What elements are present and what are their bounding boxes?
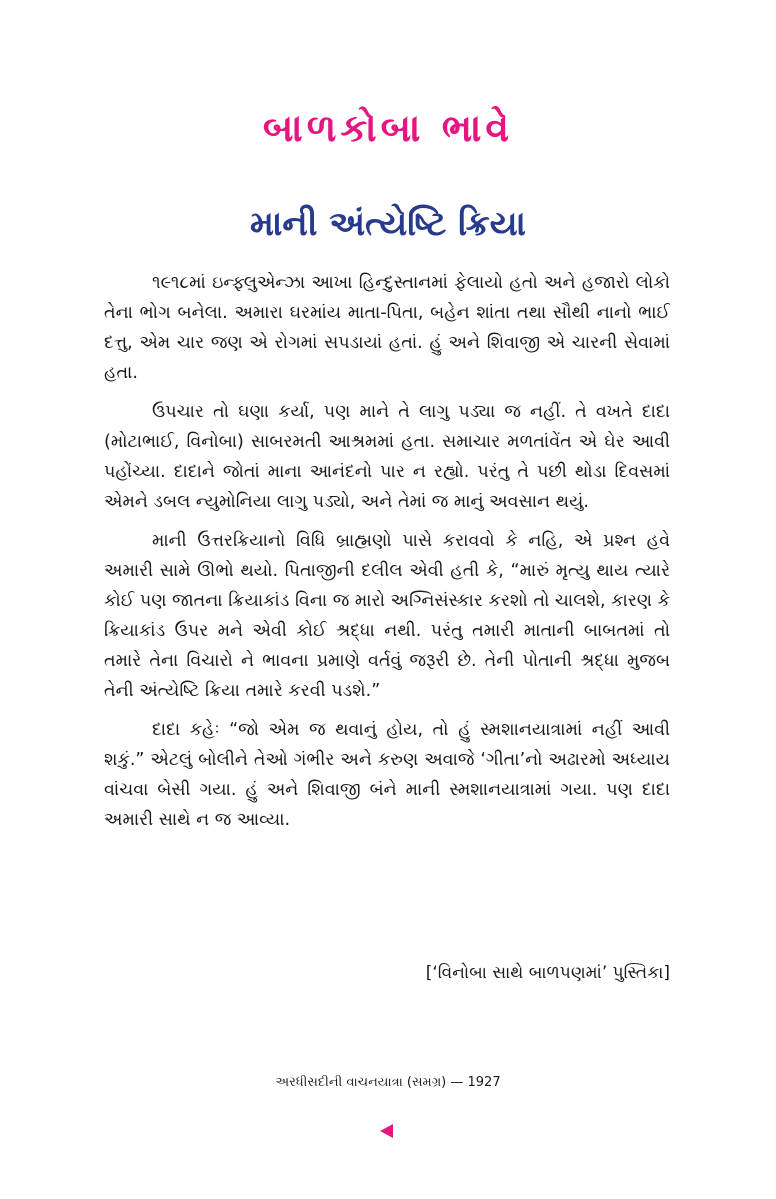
author-name: બાળકોબા ભાવે — [262, 106, 514, 150]
page-footer: અરધીસદીની વાચનયાત્રા (સમગ્ર) — 1927 — [275, 1075, 501, 1090]
previous-page-arrow-icon[interactable] — [380, 1124, 393, 1138]
paragraph: ૧૯૧૮માં ઇન્ફ્લુએન્ઝા આખા હિન્દુસ્તાનમાં ફેલાયો હતો અને હજારો લોકો તેના ભોગ બનેલા. અમારા ઘરમાંય માતા-પિતા, બહેન શાંતા તથા સૌથી નાનો ભાઈ દત્તુ, એમ ચાર જણ એ રોગમાં સપડાયાં હતાં. હું અને શિવાજી એ ચારની સેવામાં હતા. — [104, 273, 670, 383]
article-body — [104, 268, 670, 844]
source-citation: [‘વિનોબા સાથે બાળપણમાં’ પુસ્તિકા] — [425, 963, 670, 983]
chapter-title: માની અંત્યેષ્ટિ ક્રિયા — [250, 204, 526, 244]
paragraph: માની ઉત્તરક્રિયાનો વિધિ બ્રાહ્મણો પાસે કરાવવો કે નહિ, એ પ્રશ્ન હવે અમારી સામે ઊભો થયો. પિતાજીની દલીલ એવી હતી કે, “મારું મૃત્યુ થાય ત્યારે કોઈ પણ જાતના ક્રિયાકાંડ વિના જ મારો અગ્નિસંસ્કાર કરશો તો ચાલશે, કારણ કે ક્રિયાકાંડ ઉપર મને એવી કોઈ શ્રદ્ધા નથી. પરંતુ તમારી માતાની બાબતમાં તો તમારે તેના વિચારો ને ભાવના પ્રમાણે વર્તવું જરૂરી છે. તેની પોતાની શ્રદ્ધા મુજબ તેની અંત્યેષ્ટિ ક્રિયા તમારે કરવી પડશે.” — [104, 531, 670, 701]
paragraph: ઉપચાર તો ઘણા કર્યા, પણ માને તે લાગુ પડ્યા જ નહીં. તે વખતે દાદા (મોટાભાઈ, વિનોબા) સાબરમતી આશ્રમમાં હતા. સમાચાર મળતાંવેંત એ ઘેર આવી પહોંચ્યા. દાદાને જોતાં માના આનંદનો પાર ન રહ્યો. પરંતુ તે પછી થોડા દિવસમાં એમને ડબલ ન્યુમોનિયા લાગુ પડ્યો, અને તેમાં જ માનું અવસાન થયું. — [104, 402, 670, 512]
paragraph: દાદા કહેઃ “જો એમ જ થવાનું હોય, તો હું સ્મશાનયાત્રામાં નહીં આવી શકું.” એટલું બોલીને તેઓ ગંભીર અને કરુણ અવાજે ‘ગીતા’નો અઢારમો અધ્યાય વાંચવા બેસી ગયા. હું અને શિવાજી બંને માની સ્મશાનયાત્રામાં ગયા. પણ દાદા અમારી સાથે ન જ આવ્યા. — [104, 720, 670, 830]
